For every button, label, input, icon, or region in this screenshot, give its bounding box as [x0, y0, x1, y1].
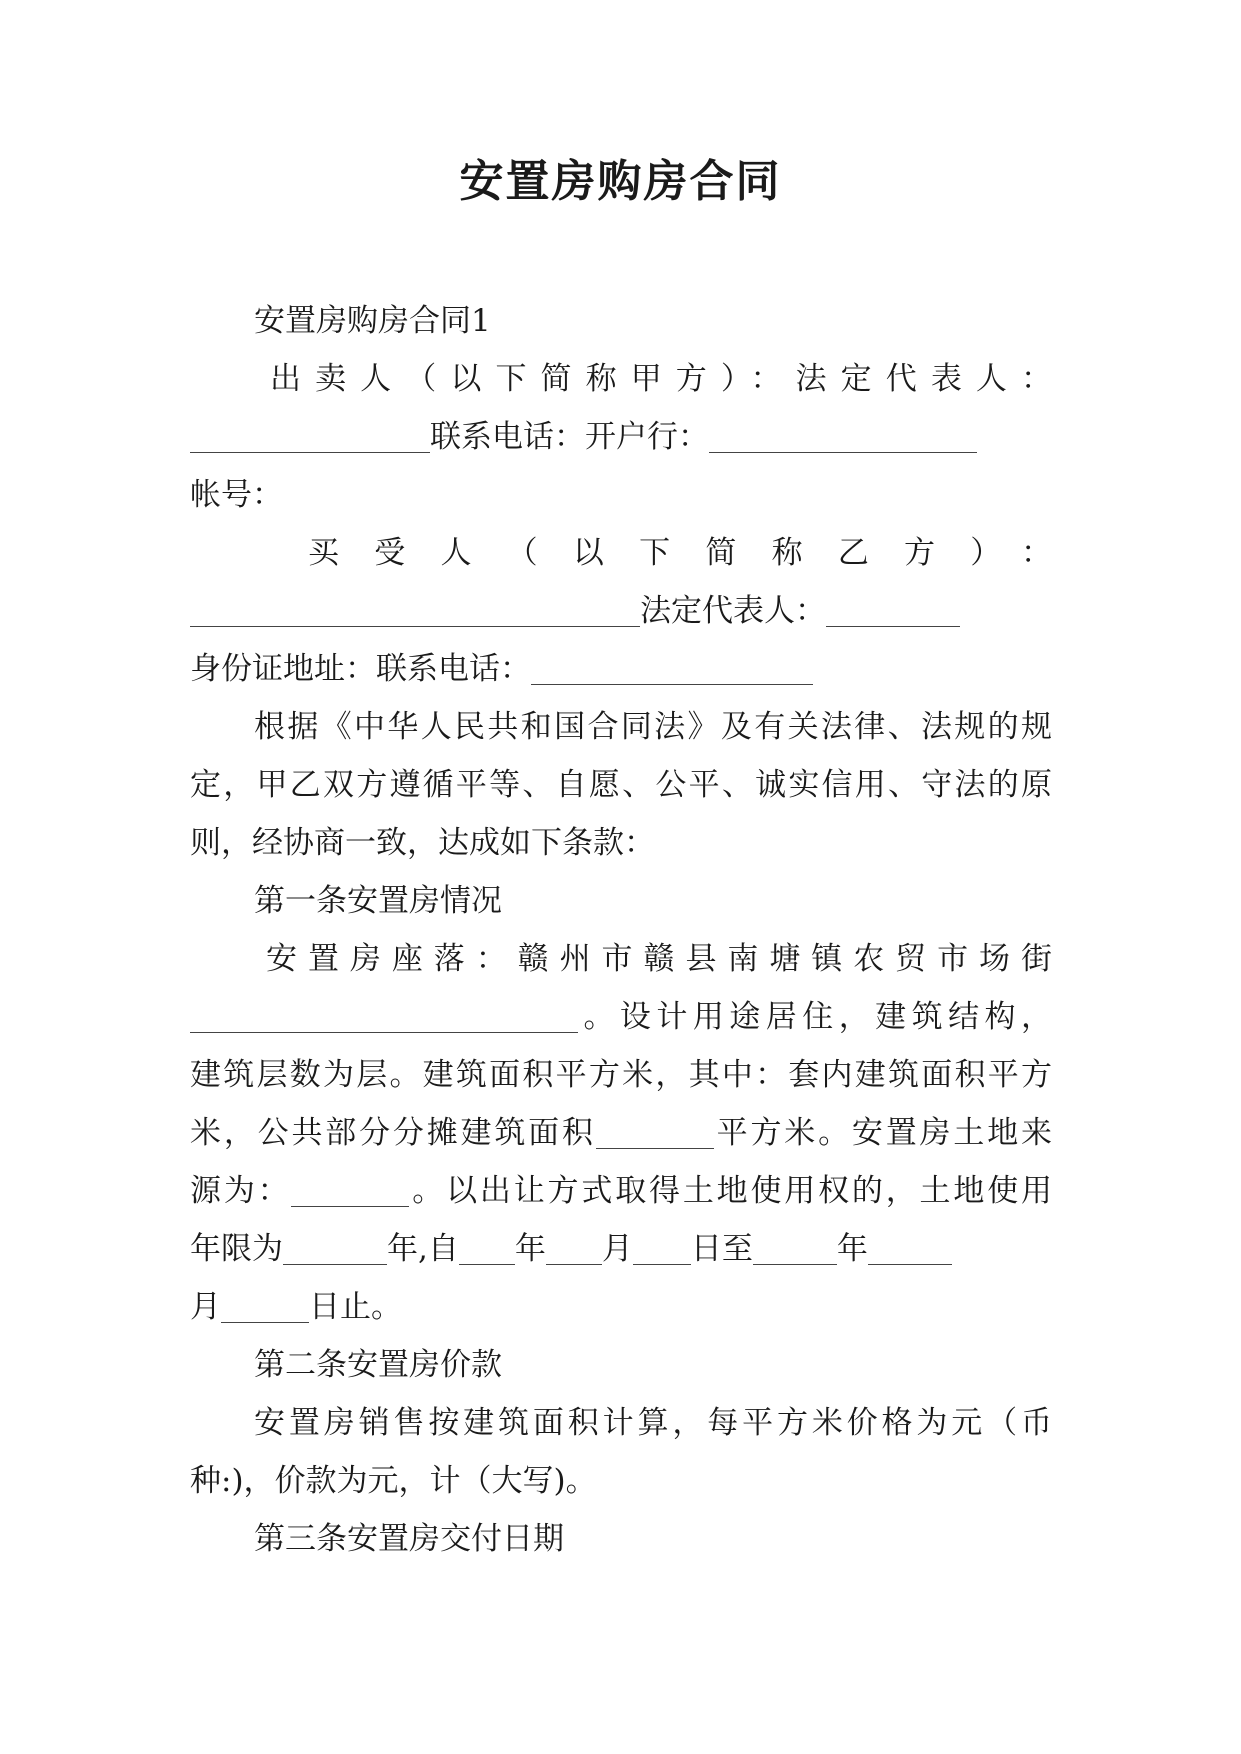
seller-phone-line: [190, 408, 1052, 466]
buyer-address-phone-label: 身份证地址：联系电话：: [190, 651, 531, 687]
article1-use-text: 。设计用途居住，建筑结构，: [578, 999, 1052, 1035]
contract-subtitle: 安置房购房合同1: [254, 303, 491, 339]
term-year: 年: [514, 1231, 546, 1267]
document-title: 安置房购房合同: [459, 156, 782, 207]
blank-line: [546, 1231, 602, 1265]
blank-line: [531, 651, 813, 685]
term-day-end: 日止。: [309, 1289, 402, 1325]
shared-area-label: 米，公共部分分摊建筑面积: [190, 1115, 596, 1151]
blank-line: [596, 1115, 714, 1149]
article1-source: [190, 1162, 1052, 1220]
article2-text-1: 安置房销售按建筑面积计算，每平方米价格为元（币: [254, 1405, 1052, 1441]
seller-line: 出卖人（以下简称甲方）：法定代表人：: [270, 361, 1052, 397]
buyer-rep-label: 法定代表人：: [640, 593, 826, 629]
term-month: 月: [601, 1231, 633, 1267]
article1-end: [190, 1278, 1052, 1336]
article1-term: [190, 1220, 1052, 1278]
term-label: 年限为: [190, 1231, 283, 1267]
term-day-to: 日至: [690, 1231, 753, 1267]
preamble-line-1: 根据《中华人民共和国合同法》及有关法律、法规的规: [254, 709, 1052, 745]
land-source-suffix: 。以出让方式取得土地使用权的，土地使用: [409, 1173, 1053, 1209]
article1-shared: [190, 1104, 1052, 1162]
buyer-line: 买受人（以下简称乙方）：: [308, 535, 1052, 571]
blank-line: [826, 593, 960, 627]
article1-title: 第一条安置房情况: [254, 883, 502, 919]
blank-line: [633, 1231, 691, 1265]
blank-line: [190, 999, 578, 1033]
contract-body: [190, 292, 1052, 1568]
blank-line: [221, 1289, 309, 1323]
article1-use: [190, 988, 1052, 1046]
shared-area-suffix: 平方米。安置房土地来: [713, 1115, 1053, 1151]
article1-location: 安置房座落：赣州市赣县南塘镇农贸市场街: [266, 941, 1052, 977]
term-month-end: 月: [190, 1289, 221, 1325]
blank-line: [753, 1231, 837, 1265]
term-year-end: 年: [836, 1231, 868, 1267]
term-year-from: 年,自: [387, 1231, 459, 1267]
article2-text-2: 种:)，价款为元，计（大写)。: [190, 1463, 597, 1499]
blank-line: [283, 1231, 387, 1265]
seller-phone-bank-label: 联系电话：开户行：: [430, 419, 709, 455]
buyer-rep-line: [190, 582, 1052, 640]
blank-line: [459, 1231, 515, 1265]
seller-account-line: 帐号：: [190, 477, 283, 513]
blank-line: [291, 1173, 409, 1207]
preamble-line-3: 则，经协商一致，达成如下条款：: [190, 825, 655, 861]
article2-title: 第二条安置房价款: [254, 1347, 502, 1383]
buyer-address-line: [190, 640, 1052, 698]
land-source-label: 源为：: [190, 1173, 292, 1209]
article3-title: 第三条安置房交付日期: [254, 1521, 564, 1557]
blank-line: [190, 593, 640, 627]
blank-line: [868, 1231, 952, 1265]
blank-line: [190, 419, 430, 453]
article1-floors: 建筑层数为层。建筑面积平方米，其中：套内建筑面积平方: [190, 1057, 1052, 1093]
blank-line: [709, 419, 977, 453]
preamble-line-2: 定，甲乙双方遵循平等、自愿、公平、诚实信用、守法的原: [190, 767, 1052, 803]
